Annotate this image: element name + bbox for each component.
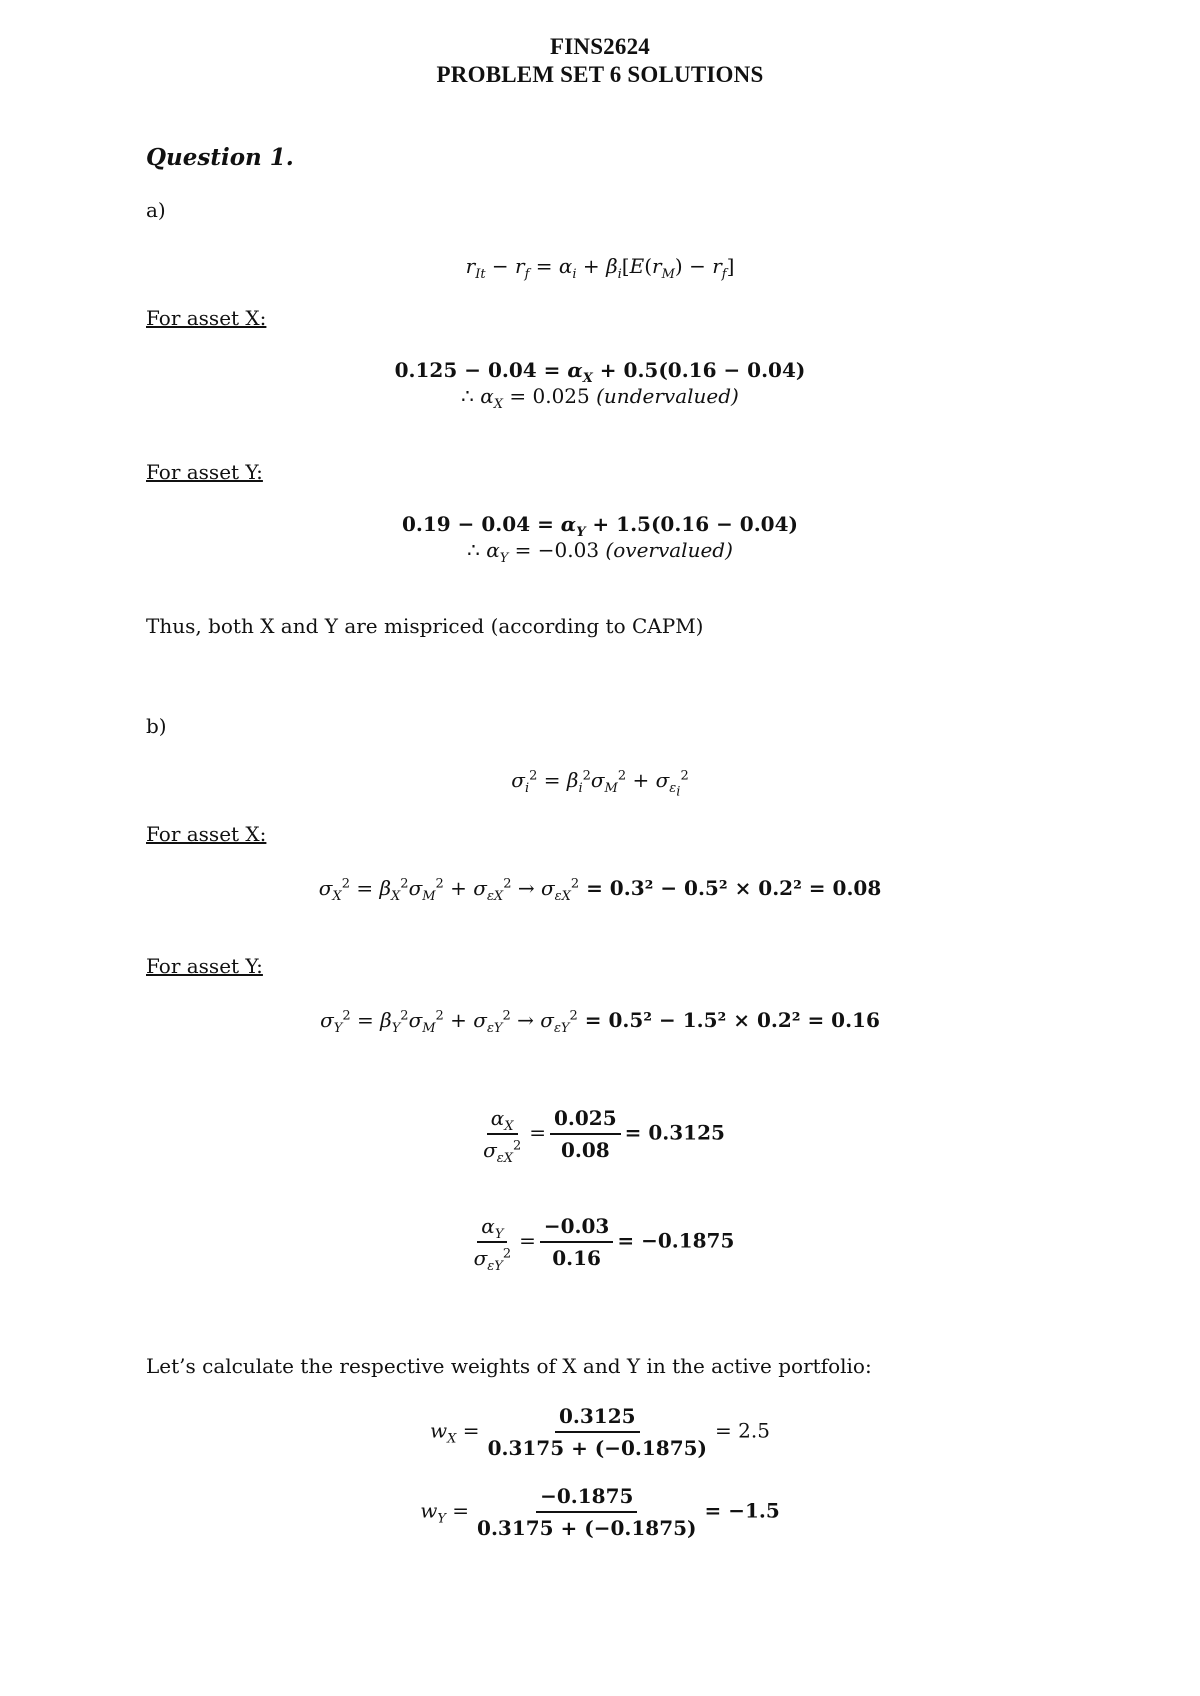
residual-variance-y-equation: $\sigma_Y^2 = \beta_Y^2\sigma_M^2 + \sigma_{\varepsilon Y}^2 \to \sigma_{\varepsilon Y}^2 = 0.5^2 - 1.5^2 \times 0.2^2 = 0.16$ [320, 1008, 880, 1036]
document-title: PROBLEM SET 6 SOLUTIONS [436, 62, 764, 87]
variance-decomposition-equation: $\sigma_i^2 = \beta_i^2\sigma_M^2 + \sigma_{\varepsilon_i}^2$ [511, 768, 689, 800]
part-b-label: b) [146, 714, 167, 738]
part-b-asset-y-label: For asset Y: [146, 954, 263, 978]
weight-x-equation: $w_X$ = $\frac{0.3125}{0.3175 + (-0.1875)}$ = 2.5 [430, 1404, 770, 1460]
ratio-y-numeric-fraction: $\frac{-0.03}{0.16}$ [540, 1214, 613, 1270]
part-a-asset-y-label: For asset Y: [146, 460, 263, 484]
question-title: Question 1. [146, 144, 294, 171]
weight-x-fraction: $\frac{0.3125}{0.3175 + (-0.1875)}$ [487, 1404, 708, 1460]
weight-y-equation: $w_Y$ = $\frac{-0.1875}{0.3175 + (-0.1875)}$ = −1.5 [420, 1484, 780, 1540]
ratio-x-numeric-fraction: $\frac{0.025}{0.08}$ [550, 1106, 621, 1162]
part-b-asset-x-label: For asset X: [146, 822, 267, 846]
ratio-y-symbolic-fraction: $\frac{\alpha_Y}{\sigma_{\varepsilon Y}^2}$ [473, 1214, 512, 1274]
alpha-x-result: ∴ $\alpha_X = 0.025$ (undervalued) [461, 384, 739, 412]
capm-regression-equation: $r_{It} - r_f = \alpha_i + \beta_i[E(r_M) - r_f]$ [465, 254, 735, 282]
part-a-label: a) [146, 198, 166, 222]
course-code: FINS2624 [549, 34, 650, 59]
alpha-y-equation: $0.19 - 0.04 = \alpha_Y + 1.5(0.16 - 0.04)$ [402, 512, 798, 540]
alpha-variance-ratio-x: $\frac{\alpha_X}{\sigma_{\varepsilon X}^2}$ = $\frac{0.025}{0.08}$ = 0.3125 [0, 1106, 1200, 1162]
part-a-asset-x-label: For asset X: [146, 306, 267, 330]
alpha-x-equation: $0.125 - 0.04 = \alpha_X + 0.5(0.16 - 0.04)$ [394, 358, 806, 386]
residual-variance-x-equation: $\sigma_X^2 = \beta_X^2\sigma_M^2 + \sigma_{\varepsilon X}^2 \to \sigma_{\varepsilon X}^2 = 0.3^2 - 0.5^2 \times 0.2^2 = 0.08$ [318, 876, 882, 904]
weights-intro: Let’s calculate the respective weights of X and Y in the active portfolio: [146, 1354, 872, 1378]
weight-y-fraction: $\frac{-0.1875}{0.3175 + (-0.1875)}$ [477, 1484, 697, 1540]
alpha-variance-ratio-y: $\frac{\alpha_Y}{\sigma_{\varepsilon Y}^2}$ = $\frac{-0.03}{0.16}$ = −0.1875 [0, 1214, 1200, 1270]
alpha-y-result: ∴ $\alpha_Y = -0.03$ (overvalued) [467, 538, 733, 566]
part-a-conclusion: Thus, both X and Y are mispriced (according to CAPM) [146, 614, 704, 638]
ratio-x-symbolic-fraction: $\frac{\alpha_X}{\sigma_{\varepsilon X}^2}$ [483, 1106, 522, 1166]
